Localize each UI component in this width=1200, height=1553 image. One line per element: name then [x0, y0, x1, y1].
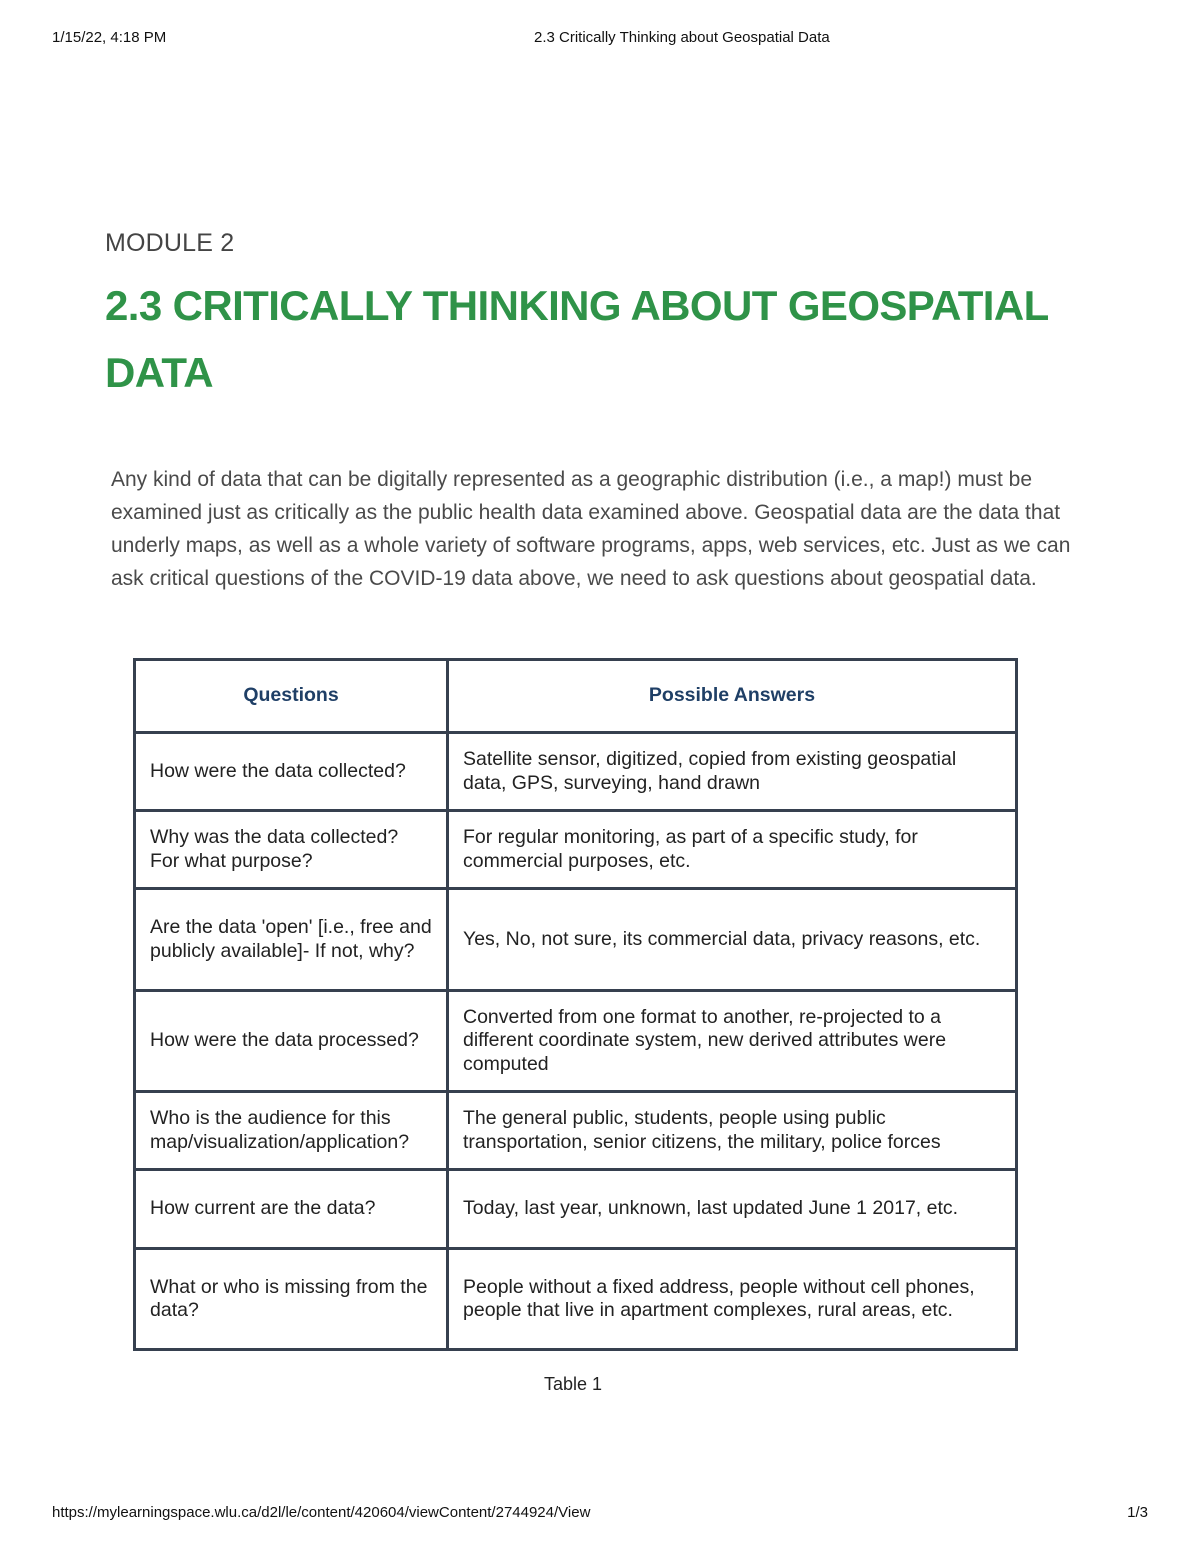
question-cell: Are the data 'open' [i.e., free and publicly available]- If not, why?: [135, 889, 448, 991]
answer-cell: Converted from one format to another, re-projected to a different coordinate system, new derived attributes were computed: [448, 991, 1017, 1092]
question-cell: What or who is missing from the data?: [135, 1249, 448, 1350]
print-datetime: 1/15/22, 4:18 PM: [52, 29, 167, 46]
print-page-title: 2.3 Critically Thinking about Geospatial Data: [534, 29, 830, 46]
print-page-number: 1/3: [1127, 1504, 1148, 1521]
table-caption: Table 1: [543, 1374, 603, 1394]
header-possible-answers: Possible Answers: [448, 660, 1017, 733]
table-row: [135, 889, 1017, 991]
page-title: 2.3 CRITICALLY THINKING ABOUT GEOSPATIAL DATA: [105, 282, 1048, 396]
question-cell: How current are the data?: [135, 1170, 448, 1249]
table-row: [135, 1170, 1017, 1249]
answer-cell: The general public, students, people using public transportation, senior citizens, the military, police forces: [448, 1092, 1017, 1170]
table-row: [135, 1249, 1017, 1350]
question-cell: Who is the audience for this map/visualization/application?: [135, 1092, 448, 1170]
table-row: [135, 811, 1017, 889]
module-label: MODULE 2: [105, 229, 235, 257]
answer-cell: Yes, No, not sure, its commercial data, privacy reasons, etc.: [448, 889, 1017, 991]
table-row: [135, 1092, 1017, 1170]
question-cell: How were the data processed?: [135, 991, 448, 1092]
answer-cell: Today, last year, unknown, last updated June 1 2017, etc.: [448, 1170, 1017, 1249]
table-row: [135, 733, 1017, 811]
question-cell: Why was the data collected? For what purpose?: [135, 811, 448, 889]
print-url: https://mylearningspace.wlu.ca/d2l/le/content/420604/viewContent/2744924/View: [52, 1504, 591, 1521]
print-footer: [0, 1504, 1200, 1524]
answer-cell: Satellite sensor, digitized, copied from existing geospatial data, GPS, surveying, hand drawn: [448, 733, 1017, 811]
intro-paragraph: Any kind of data that can be digitally represented as a geographic distribution (i.e., a map!) must be examined just as critically as the public health data examined above. Geospatial data are the data that underly maps, as well as a whole variety of software programs, apps, web services, etc. Just as we can ask critical questions of the COVID-19 data above, we need to ask questions about geospatial data.: [111, 468, 1071, 590]
header-questions: Questions: [135, 660, 448, 733]
question-cell: How were the data collected?: [135, 733, 448, 811]
answer-cell: People without a fixed address, people without cell phones, people that live in apartment complexes, rural areas, etc.: [448, 1249, 1017, 1350]
answer-cell: For regular monitoring, as part of a specific study, for commercial purposes, etc.: [448, 811, 1017, 889]
table-header-row: [135, 660, 1017, 733]
print-header: [0, 29, 1200, 49]
questions-table: [133, 658, 1018, 1351]
table-row: [135, 991, 1017, 1092]
